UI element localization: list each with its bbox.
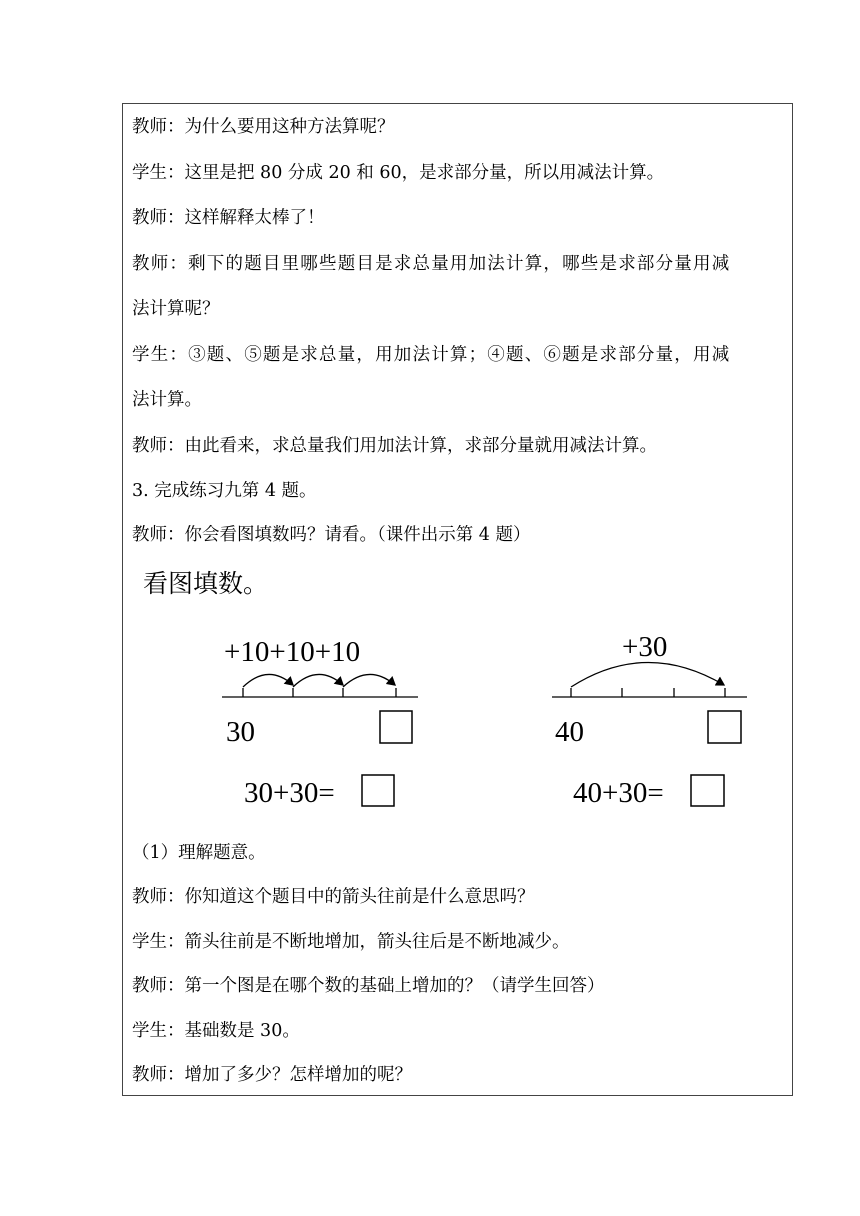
dialogue-line: 教师：增加了多少？怎样增加的呢？: [132, 1065, 412, 1085]
dialogue-line: 教师：剩下的题目里哪些题目是求总量用加法计算，哪些是求部分量用减: [132, 254, 731, 274]
left-start-number: 30: [226, 716, 255, 748]
left-number-line: [222, 636, 418, 809]
dialogue-line: 学生：箭头往前是不断地增加，箭头往后是不断地减少。: [132, 932, 570, 952]
jump-arrow: [293, 674, 343, 687]
dialogue-line: 法计算呢？: [132, 299, 220, 319]
right-number-line: [552, 631, 747, 809]
dialogue-line: 教师：你会看图填数吗？请看。（课件出示第 4 题）: [132, 525, 531, 545]
equation-answer-box: [362, 775, 394, 806]
jump-arrow: [571, 662, 724, 687]
dialogue-line: 学生：这里是把 80 分成 20 和 60，是求部分量，所以用减法计算。: [132, 163, 665, 183]
answer-box: [380, 711, 412, 743]
exercise-heading: 3. 完成练习九第 4 题。: [132, 481, 317, 501]
equation-answer-box: [691, 775, 724, 806]
dialogue-line: 法计算。: [132, 390, 202, 410]
figure-title: 看图填数。: [143, 569, 269, 598]
dialogue-line: 学生：基础数是 30。: [132, 1021, 300, 1041]
left-jumps-label: +10+10+10: [224, 636, 361, 668]
jump-arrow: [243, 674, 293, 687]
left-equation: 30+30=: [244, 777, 335, 809]
right-equation: 40+30=: [573, 777, 664, 809]
dialogue-line: 教师：由此看来，求总量我们用加法计算，求部分量就用减法计算。: [132, 436, 657, 456]
dialogue-line: 学生：③题、⑤题是求总量，用加法计算；④题、⑥题是求部分量，用减: [132, 345, 731, 365]
jump-arrow: [343, 674, 395, 687]
dialogue-line: 教师：这样解释太棒了！: [132, 208, 325, 228]
answer-box: [708, 711, 741, 743]
dialogue-line: 教师：为什么要用这种方法算呢？: [132, 117, 395, 137]
right-start-number: 40: [555, 716, 584, 748]
sub-step-heading: （1）理解题意。: [132, 843, 266, 863]
dialogue-line: 教师：第一个图是在哪个数的基础上增加的？（请学生回答）: [132, 976, 605, 996]
right-jump-label: +30: [622, 631, 668, 663]
dialogue-line: 教师：你知道这个题目中的箭头往前是什么意思吗？: [132, 887, 535, 907]
